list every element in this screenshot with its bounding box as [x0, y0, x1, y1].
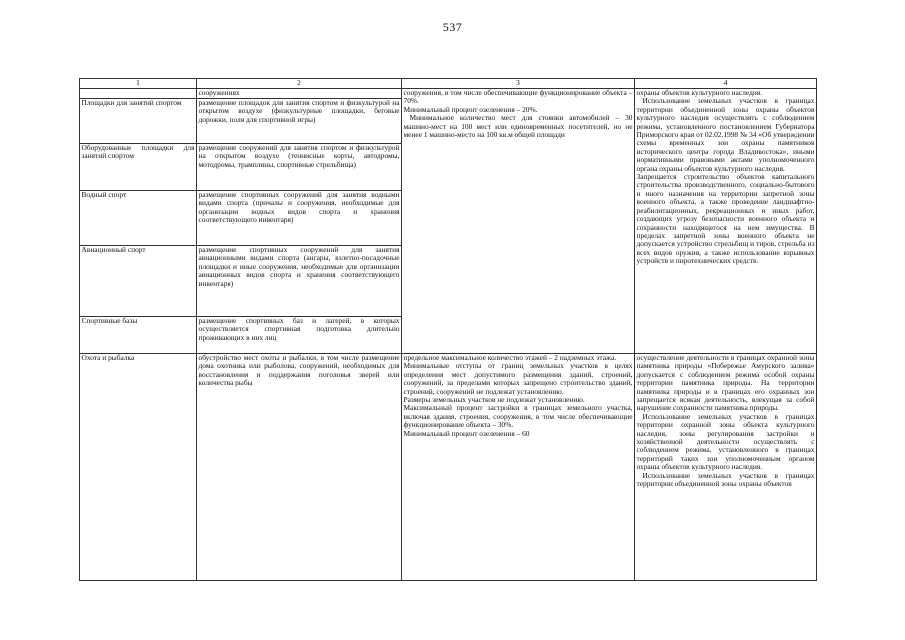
use-description-cell: обустройство мест охоты и рыбалки, в том числе размещение дома охотника или рыболова, сооружений, необходимых для восстановления и поддержания поголовья зверей или количества рыбы: [197, 354, 402, 581]
parameter-text: Минимальный процент озеленения – 60: [403, 428, 530, 438]
parameter-text: сооружения, в том числе обеспечивающие функционирование объекта – 70%.: [403, 88, 633, 106]
use-name-cell: Охота и рыбалка: [80, 354, 197, 581]
header-cell: 1: [80, 79, 197, 89]
parameter-text: Минимальный процент озеленения – 20%.: [403, 104, 538, 114]
use-name-cell: Оборудованные площадки для занятий спортом: [80, 144, 197, 191]
header-cell: 3: [402, 79, 635, 89]
use-description-cell: размещение спортивных баз и лагерей, в которых осуществляется спортивная подготовка длительно проживающих в них лиц: [197, 317, 402, 354]
use-name-cell: Спортивные базы: [80, 317, 197, 354]
header-cell: 4: [635, 79, 817, 89]
use-description-cell: размещение спортивных сооружений для занятия авиационными видами спорта (ангары, взлетно-посадочные площадки и иные сооружения, необходимые для организации авиационных видов спорта и хранения соответствующего инвентаря): [197, 246, 402, 317]
restriction-text: Использование земельных участков в границах территории объединенной зоны охраны объектов культурного наследия осуществлять с соблюдением режима, установленного постановлением Губернатора Приморского края от 02.02.1998 № 34 «Об утверждении схемы временных зон охраны памятников исторического центра города Владивостока», иными нормативными правовыми актами уполномоченного органа охраны объектов культурного наследия.: [636, 96, 815, 173]
use-name-cell: Площадки для занятий спортом: [80, 99, 197, 144]
restriction-text: охраны объектов культурного наследия.: [636, 88, 763, 97]
parameter-text: предельное максимальное количество этажей – 2 надземных этажа.: [403, 353, 617, 362]
restriction-text: Использование земельных участков в границах территории охранной зоны объекта культурного наследия, зоны регулирования застройки и хозяйственной деятельности осуществлять с соблюдением режима, установленного в границах территорий таких зон уполномоченным органом охраны объектов культурного наследия.: [636, 411, 815, 472]
parameter-text: Минимальные отступы от границ земельных участков в целях определения мест допустимого размещения зданий, строений, сооружений, за пределами которых запрещено строительство зданий, строений, сооружений не подлежат установлению.: [403, 361, 633, 396]
use-description-cell: размещение спортивных сооружений для занятия водными видами спорта (причалы и сооружения, необходимые для организации водных видов спорта и хранения соответствующего инвентаря): [197, 191, 402, 246]
use-name-cell: Авиационный спорт: [80, 246, 197, 317]
parameter-text: Минимальное количество мест для стоянки автомобилей – 30 машино-мест на 100 мест или единовременных посетителей, но не менее 1 машино-место на 100 кв.м общей площади: [403, 113, 633, 140]
parameters-cell: [402, 89, 635, 354]
restriction-text: осуществление деятельности в границах охранной зоны памятника природы «Побережье Амурского залива» допускается с соблюдением режима особой охраны территории памятника природы. На территории памятника природы и в границах его охранных зон запрещается всякая деятельность, влекущая за собой нарушение сохранности памятника природы.: [636, 353, 815, 413]
use-name-cell: [80, 89, 197, 99]
parameter-text: Размеры земельных участков не подлежат установлению.: [403, 395, 585, 405]
restrictions-cell: [635, 354, 817, 581]
table-row: [80, 89, 817, 99]
header-cell: 2: [197, 79, 402, 89]
restriction-text: Использование земельных участков в границах территории объединенной зоны охраны объектов: [636, 470, 815, 489]
restriction-text: Запрещается строительство объектов капитального строительства производственного, социально-бытового и иного назначения на территории запретной зоны военного объекта, а также проведение ландшафтно-реабилитационных, рекреационных и иных работ, создающих угрозу безопасности военного объекта и сохранности находящегося на нем имущества. В пределах запретной зоны военного объекта не допускается устройство стрельбищ и тиров, стрельба из всех видов оружия, а также использование взрывных устройств и пиротехнических средств.: [636, 172, 815, 266]
regulations-table: [79, 78, 817, 581]
parameter-text: Максимальный процент застройки в границах земельного участка, включая здания, строения, сооружения, в том числе обеспечивающие функционирование объекта – 30%.: [403, 403, 633, 430]
page-number: 537: [442, 20, 463, 34]
parameters-cell: [402, 354, 635, 581]
use-name-cell: Водный спорт: [80, 191, 197, 246]
use-description-cell: сооружениях: [197, 89, 402, 99]
table-header-row: [80, 79, 817, 89]
use-description-cell: размещение площадок для занятия спортом и физкультурой на открытом воздухе (физкультурные площадки, беговые дорожки, поля для спортивной игры): [197, 99, 402, 144]
table-row: [80, 354, 817, 581]
restrictions-cell: [635, 89, 817, 354]
use-description-cell: размещение сооружений для занятия спортом и физкультурой на открытом воздухе (теннисные корты, автодромы, мотодромы, трамплины, спортивные стрельбища): [197, 144, 402, 191]
